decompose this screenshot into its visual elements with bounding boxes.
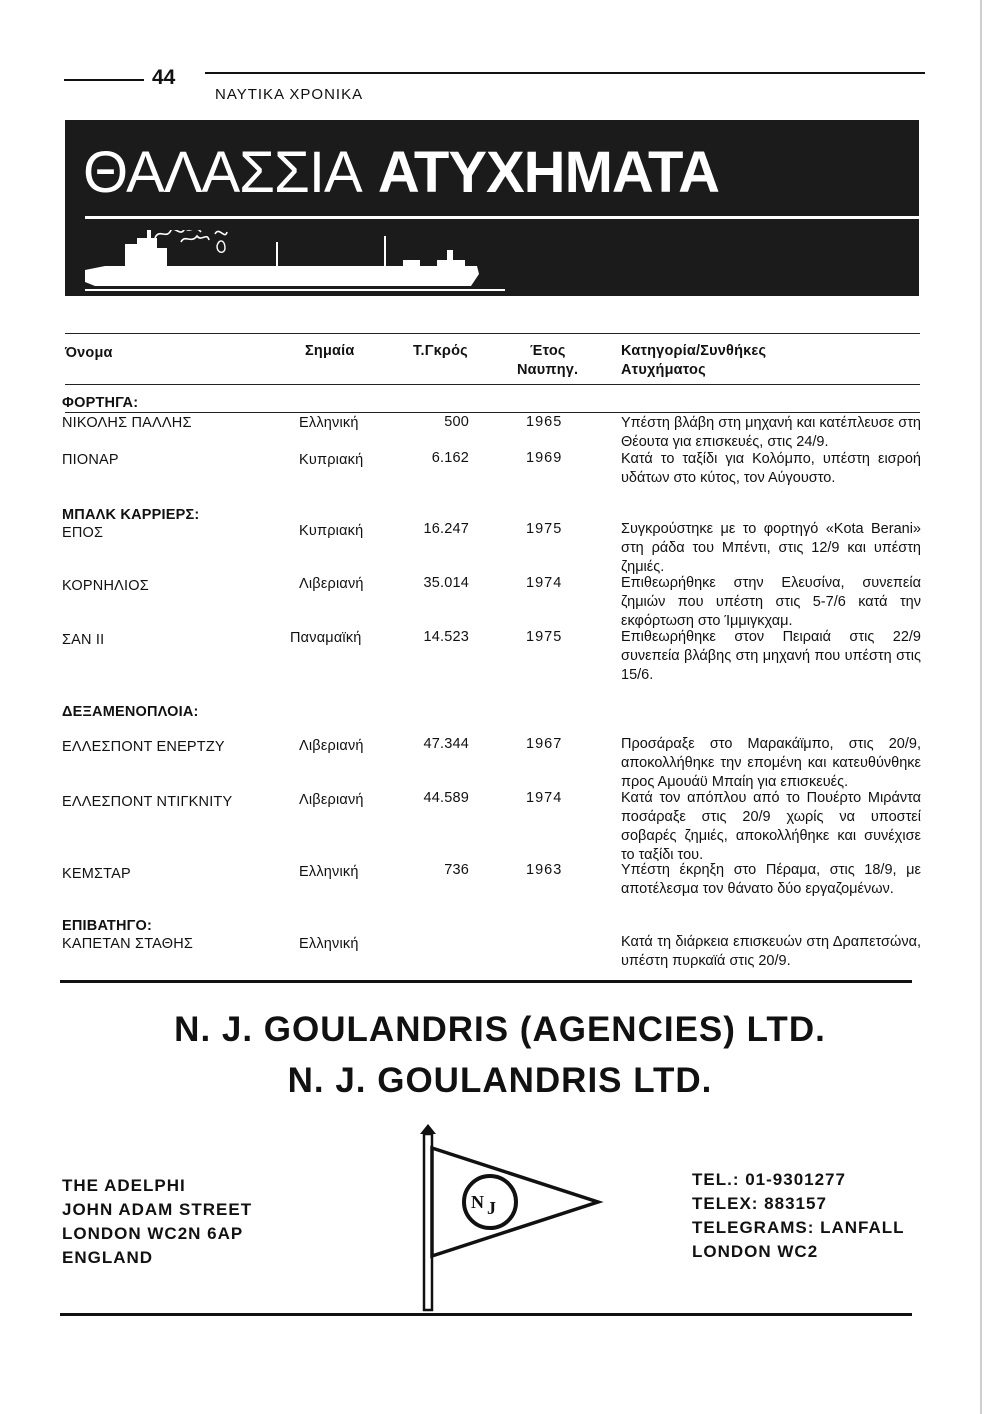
ad-top-rule [60, 980, 912, 983]
ship-year: 1967 [526, 736, 563, 752]
category-bulk: ΜΠΑΛΚ ΚΑΡΡΙΕΡΣ: [62, 507, 200, 523]
ship-year: 1974 [526, 575, 563, 591]
category-rule [65, 412, 920, 413]
ship-name: ΚΕΜΣΤΑΡ [62, 866, 131, 882]
ship-grt: 14.523 [423, 629, 469, 645]
banner-rule [85, 216, 919, 219]
address-line: JOHN ADAM STREET [62, 1200, 253, 1219]
ship-name: ΕΠΟΣ [62, 525, 104, 541]
svg-text:J: J [487, 1198, 496, 1218]
ship-year: 1965 [526, 414, 563, 430]
ship-flag: Λιβεριανή [299, 576, 364, 592]
column-grt: Τ.Γκρός [413, 343, 468, 359]
page-number: 44 [152, 66, 176, 89]
page-edge [980, 0, 982, 1414]
ship-grt: 47.344 [423, 736, 469, 752]
section-banner [65, 120, 919, 296]
column-year: Έτος [530, 343, 566, 359]
contact-line: TEL.: 01-9301277 [692, 1170, 846, 1189]
svg-text:N: N [471, 1192, 484, 1212]
header-rule-right [205, 72, 925, 74]
address-line: THE ADELPHI [62, 1176, 186, 1195]
incident-description: Υπέστη έκρηξη στο Πέραμα, στις 18/9, με αποτέλεσμα τον θάνατο δύο εργαζομένων. [621, 862, 921, 897]
contact-line: TELEGRAMS: LANFALL [692, 1218, 905, 1237]
ship-name: ΚΑΠΕΤΑΝ ΣΤΑΘΗΣ [62, 936, 194, 952]
table-header-rule [65, 384, 920, 385]
ship-grt: 736 [444, 862, 469, 878]
ship-year: 1975 [526, 521, 563, 537]
incident-description: Κατά τη διάρκεια επισκευών στη Δραπετσώνα, υπέστη πυρκαϊά στις 20/9. [621, 934, 921, 969]
incident-description: Συγκρούστηκε με το φορτηγό «Kota Berani» στη ράδα του Μπέντι, στις 12/9 και υπέστη ζημιές. [621, 521, 921, 575]
category-cargo: ΦΟΡΤΗΓΑ: [62, 395, 139, 411]
ship-flag: Κυπριακή [299, 523, 364, 539]
contact-line: LONDON WC2 [692, 1242, 819, 1261]
ship-flag: Λιβεριανή [299, 792, 364, 808]
ship-grt: 16.247 [423, 521, 469, 537]
ship-flag: Κυπριακή [299, 452, 364, 468]
table-top-rule [65, 333, 920, 334]
ship-name: ΠΙΟΝΑΡ [62, 452, 119, 468]
address-line: LONDON WC2N 6AP [62, 1224, 244, 1243]
ship-grt: 35.014 [423, 575, 469, 591]
company-contacts [692, 1168, 905, 1264]
incident-description: Επιθεωρήθηκε στον Πειραιά στις 22/9 συνεπεία βλάβης στη μηχανή που υπέστη στις 15/6. [621, 629, 921, 683]
ship-flag: Ελληνική [299, 936, 359, 952]
ship-flag: Ελληνική [299, 415, 359, 431]
contact-line: TELEX: 883157 [692, 1194, 827, 1213]
column-year-line2: Ναυπηγ. [517, 362, 579, 378]
section-title-light: ΘΑΛΑΣΣΙΑ [83, 140, 362, 205]
section-title [83, 140, 719, 205]
incident-description: Προσάραξε στο Μαρακάϊμπο, στις 20/9, αποκολλήθηκε την επομένη και κατευθύνθηκε προς Αμουάϋ Μπαίη για επισκευές. [621, 736, 921, 790]
ship-grt: 44.589 [423, 790, 469, 806]
section-title-bold: ΑΤΥΧΗΜΑΤΑ [377, 140, 719, 205]
incident-description: Κατά το ταξίδι για Κολόμπο, υπέστη εισροή υδάτων στο κύτος, τον Αύγουστο. [621, 451, 921, 486]
category-tankers: ΔΕΞΑΜΕΝΟΠΛΟΙΑ: [62, 704, 199, 720]
ship-year: 1974 [526, 790, 563, 806]
ad-bottom-rule [60, 1313, 912, 1316]
ship-name: ΕΛΛΕΣΠΟΝΤ ΕΝΕΡΤΖΥ [62, 739, 225, 755]
ship-name: ΚΟΡΝΗΛΙΟΣ [62, 578, 149, 594]
ship-name: ΕΛΛΕΣΠΟΝΤ ΝΤΙΓΚΝΙΤΥ [62, 794, 233, 810]
ship-name: ΣΑΝ II [62, 632, 105, 648]
ship-grt: 6.162 [431, 450, 469, 466]
company-name: N. J. GOULANDRIS LTD. [287, 1061, 713, 1100]
column-name: Όνομα [65, 345, 113, 361]
incident-description: Υπέστη βλάβη στη μηχανή και κατέπλευσε στη Θέουτα για επισκευές, στις 24/9. [621, 415, 921, 450]
column-flag: Σημαία [305, 343, 355, 359]
company-name-agencies: N. J. GOULANDRIS (AGENCIES) LTD. [174, 1010, 826, 1049]
column-category-line2: Ατυχήματος [621, 362, 706, 378]
ship-year: 1969 [526, 450, 563, 466]
incident-description: Κατά τον απόπλου από το Πουέρτο Μιράντα ποσάραξε στις 20/9 χωρίς να υποστεί σοβαρές ζημιές, αποκολλήθηκε και συνέχισε το ταξίδι του. [621, 790, 921, 863]
company-pennant-logo [410, 1122, 610, 1312]
header-rule-left [64, 79, 144, 81]
ship-year: 1975 [526, 629, 563, 645]
column-category: Κατηγορία/Συνθήκες [621, 343, 767, 359]
ship-year: 1963 [526, 862, 563, 878]
incident-description: Επιθεωρήθηκε στην Ελευσίνα, συνεπεία ζημιών που υπέστη στις 5-7/6 κατά την εκφόρτωση στο Ίμμιγκχαμ. [621, 575, 921, 629]
company-address [62, 1174, 252, 1270]
ship-name: ΝΙΚΟΛΗΣ ΠΑΛΛΗΣ [62, 415, 192, 431]
journal-name: ΝΑΥΤΙΚΑ ΧΡΟΝΙΚΑ [215, 86, 364, 103]
burning-ship-illustration [85, 230, 505, 294]
ship-flag: Παναμαϊκή [290, 630, 362, 646]
ship-flag: Ελληνική [299, 864, 359, 880]
ship-flag: Λιβεριανή [299, 738, 364, 754]
address-line: ENGLAND [62, 1248, 154, 1267]
category-passenger: ΕΠΙΒΑΤΗΓΟ: [62, 918, 153, 934]
ship-grt: 500 [444, 414, 469, 430]
